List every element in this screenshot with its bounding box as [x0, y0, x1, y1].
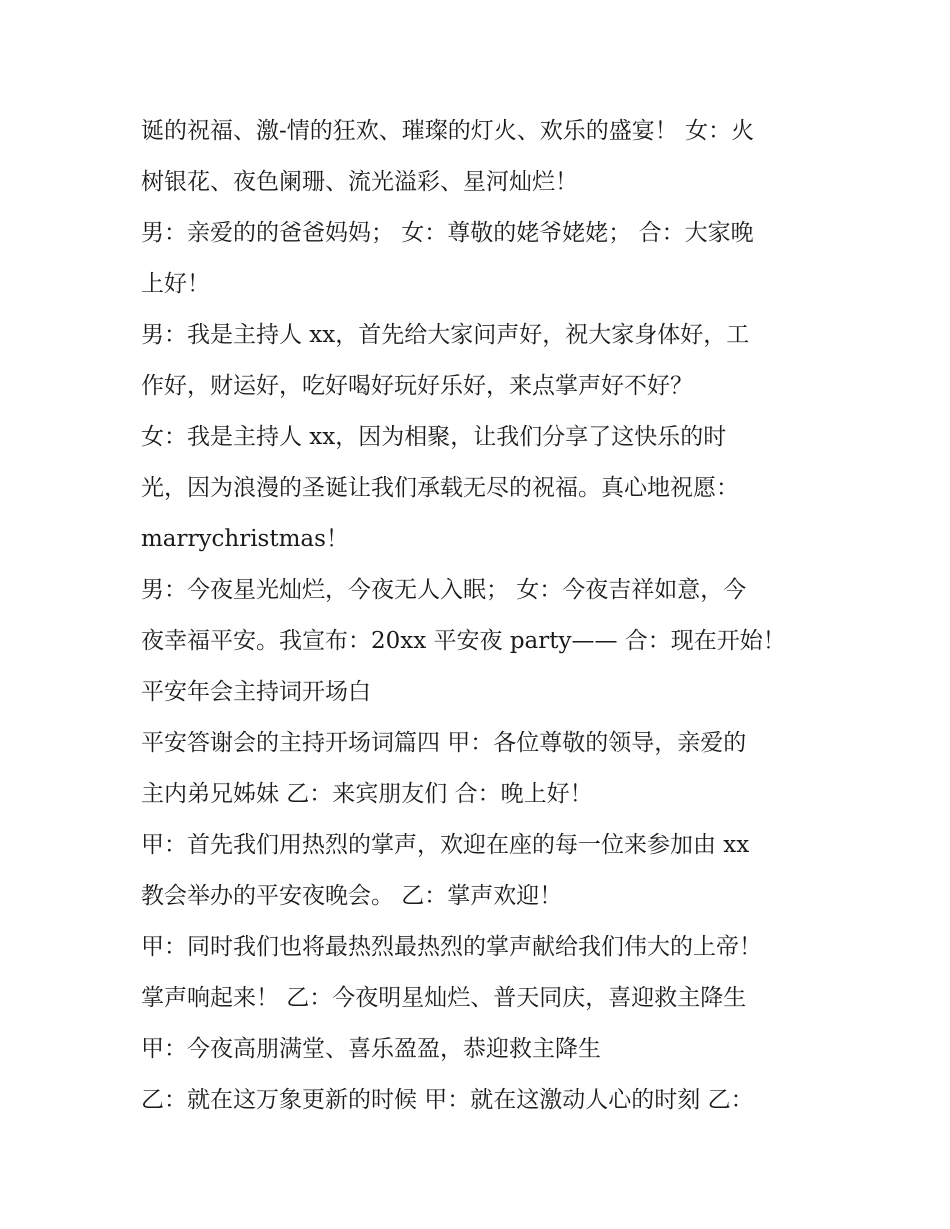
text-line: 甲：首先我们用热烈的掌声，欢迎在座的每一位来参加由 xx: [141, 832, 750, 858]
text-line: 男：今夜星光灿烂，今夜无人入眠； 女：今夜吉祥如意，今: [141, 577, 747, 603]
section-heading: 平安年会主持词开场白: [141, 679, 371, 705]
text-line: 女：我是主持人 xx，因为相聚，让我们分享了这快乐的时: [141, 424, 727, 450]
text-line: marrychristmas！: [141, 526, 349, 552]
text-line: 掌声响起来！ 乙：今夜明星灿烂、普天同庆，喜迎救主降生: [141, 985, 747, 1011]
document-body: [141, 106, 821, 1126]
text-line: 树银花、夜色阑珊、流光溢彩、星河灿烂！: [141, 169, 578, 195]
text-line: 上好！: [141, 271, 210, 297]
text-line: 甲：同时我们也将最热烈最热烈的掌声献给我们伟大的上帝！: [141, 934, 762, 960]
text-line: 平安答谢会的主持开场词篇四 甲：各位尊敬的领导，亲爱的: [141, 730, 747, 756]
text-line: 作好，财运好，吃好喝好玩好乐好，来点掌声好不好？: [141, 373, 693, 399]
text-line: 诞的祝福、激-情的狂欢、璀璨的灯火、欢乐的盛宴！ 女：火: [141, 118, 755, 144]
text-line: 男：我是主持人 xx，首先给大家问声好，祝大家身体好，工: [141, 322, 750, 348]
text-line: 教会举办的平安夜晚会。 乙：掌声欢迎！: [141, 883, 563, 909]
text-line: 主内弟兄姊妹 乙：来宾朋友们 合：晚上好！: [141, 781, 593, 807]
text-line: 甲：今夜高朋满堂、喜乐盈盈，恭迎救主降生: [141, 1036, 601, 1062]
text-line: 男：亲爱的的爸爸妈妈； 女：尊敬的姥爷姥姥； 合：大家晚: [141, 220, 754, 246]
text-line: 乙：就在这万象更新的时候 甲：就在这激动人心的时刻 乙：: [141, 1087, 754, 1113]
text-line: 夜幸福平安。我宣布：20xx 平安夜 party—— 合：现在开始！: [141, 628, 786, 654]
text-line: 光，因为浪漫的圣诞让我们承载无尽的祝福。真心地祝愿：: [141, 475, 739, 501]
